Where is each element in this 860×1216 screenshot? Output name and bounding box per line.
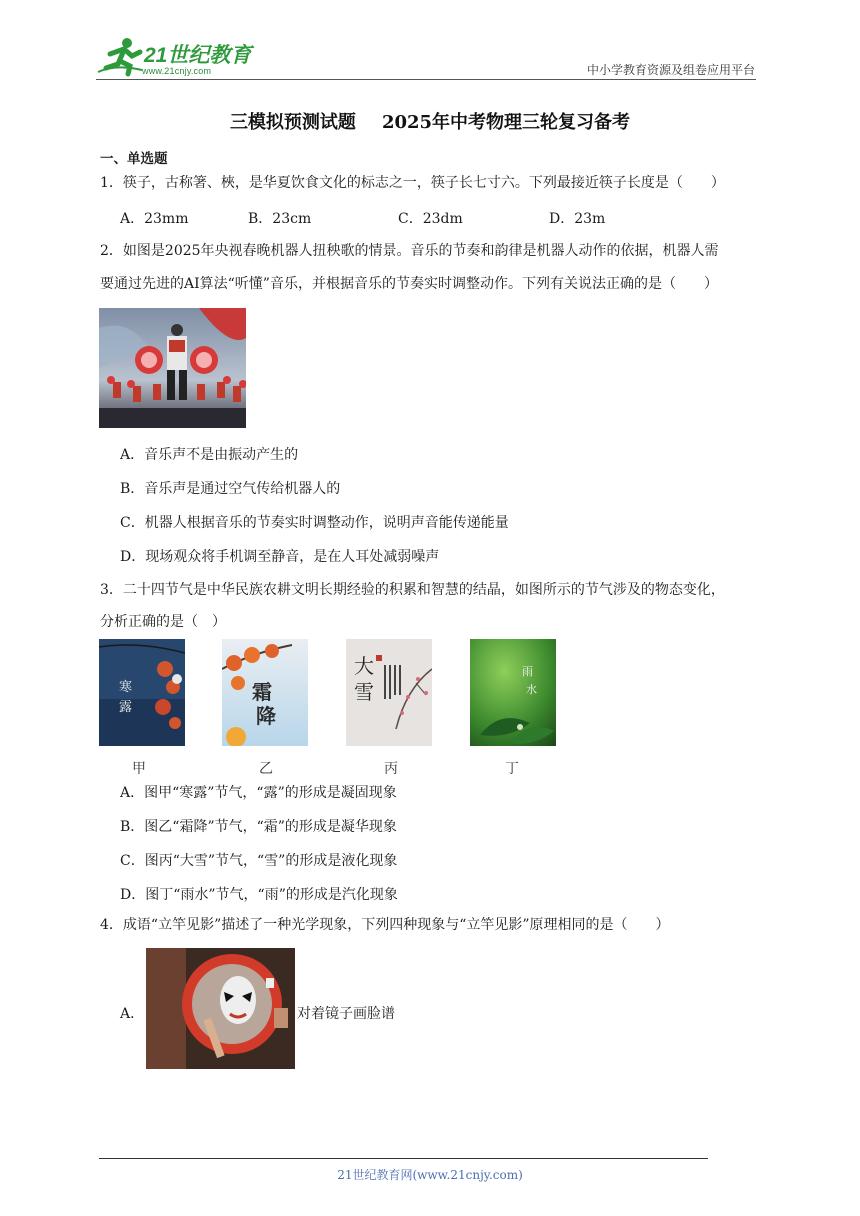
poster-jia-text-2: 露	[119, 700, 133, 715]
question-3-stem-line-2: 分析正确的是（ ）	[100, 614, 226, 630]
solar-term-poster-yi	[222, 639, 308, 746]
title-part-1: 三模拟预测试题	[229, 112, 356, 133]
solar-term-poster-bing	[346, 639, 432, 746]
solar-term-poster-jia	[99, 639, 185, 746]
question-1-option-a: A．23mm	[120, 211, 189, 227]
question-3-option-a: A．图甲“寒露”节气，“露”的形成是凝固现象	[120, 785, 397, 801]
question-2-stem-line-2: 要通过先进的AI算法“听懂”音乐，并根据音乐的节奏实时调整动作。下列有关说法正确的是（ ）	[100, 276, 718, 292]
poster-caption-yi: 乙	[259, 761, 273, 777]
poster-yi-text-1: 霜	[252, 680, 272, 704]
question-3-stem-line-1: 3．二十四节气是中华民族农耕文明长期经验的积累和智慧的结晶，如图所示的节气涉及的物态变化，	[100, 582, 725, 598]
footer-divider	[99, 1158, 708, 1159]
page-title	[0, 108, 860, 134]
poster-caption-bing: 丙	[384, 761, 398, 777]
question-2-option-c: C．机器人根据音乐的节奏实时调整动作，说明声音能传递能量	[120, 515, 509, 531]
question-3-option-d: D．图丁“雨水”节气，“雨”的形成是汽化现象	[120, 887, 398, 903]
header-divider	[96, 79, 756, 80]
question-4-option-a-label: A．	[120, 1006, 145, 1022]
poster-caption-ding: 丁	[505, 761, 519, 777]
poster-jia-text-1: 寒	[119, 680, 133, 695]
poster-yi-text-2: 降	[256, 704, 276, 728]
header-platform-text: 中小学教育资源及组卷应用平台	[586, 63, 755, 77]
question-1-option-c: C．23dm	[398, 211, 463, 227]
question-3-option-b: B．图乙“霜降”节气，“霜”的形成是凝华现象	[120, 819, 397, 835]
solar-term-poster-ding	[470, 639, 556, 746]
question-1-option-d: D．23m	[549, 211, 606, 227]
logo-url: www.21cnjy.com	[142, 66, 212, 76]
logo-text: 21世纪教育	[144, 44, 252, 67]
question-2-stem-line-1: 2．如图是2025年央视春晚机器人扭秧歌的情景。音乐的节奏和韵律是机器人动作的依据，机器人需	[100, 243, 719, 259]
section-heading: 一、单选题	[100, 151, 168, 167]
title-part-2: 2025年中考物理三轮复习备考	[381, 112, 631, 133]
mirror-face-painting-photo	[146, 948, 295, 1069]
poster-caption-jia: 甲	[132, 761, 146, 777]
poster-ding-text-1: 雨	[522, 665, 533, 678]
footer-text: 21世纪教育网(www.21cnjy.com)	[337, 1168, 523, 1182]
question-2-option-d: D．现场观众将手机调至静音，是在人耳处减弱噪声	[120, 549, 440, 565]
question-4-option-a-text: 对着镜子画脸谱	[297, 1006, 395, 1022]
question-2-option-a: A．音乐声不是由振动产生的	[120, 447, 299, 463]
poster-bing-text-2: 雪	[354, 680, 374, 704]
question-2-option-b: B．音乐声是通过空气传给机器人的	[120, 481, 341, 497]
question-1-stem: 1．筷子，古称箸、梜，是华夏饮食文化的标志之一，筷子长七寸六。下列最接近筷子长度是（ ）	[100, 175, 725, 191]
robot-dance-photo	[99, 308, 246, 428]
question-1-option-b: B．23cm	[248, 211, 312, 227]
question-3-option-c: C．图丙“大雪”节气，“雪”的形成是液化现象	[120, 853, 398, 869]
poster-bing-text-1: 大	[354, 654, 374, 678]
question-4-stem: 4．成语“立竿见影”描述了一种光学现象，下列四种现象与“立竿见影”原理相同的是（ ）	[100, 917, 670, 933]
poster-ding-text-2: 水	[526, 683, 537, 696]
